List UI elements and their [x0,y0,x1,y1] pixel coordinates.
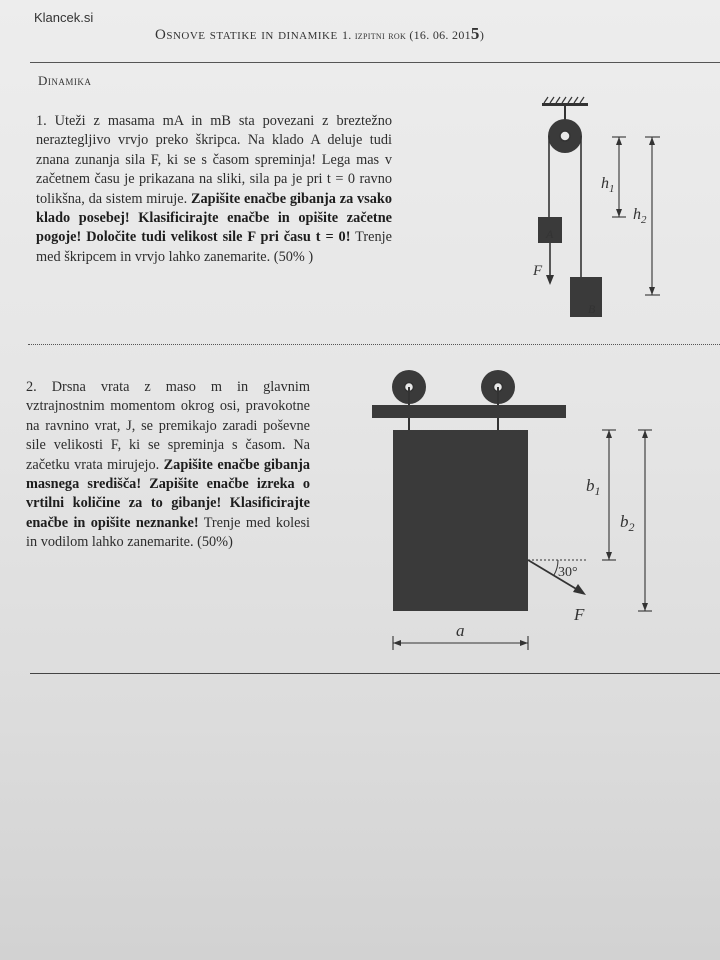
b2-label: $b_2$ [620,512,635,534]
h2-arrow-bottom [649,287,655,295]
b1-arrow-bottom [606,552,612,560]
b1-arrow-top [606,430,612,438]
b1-label: $b_1$ [586,476,601,498]
header-subtitle: 1. izpitni rok (16. 06. 201 [341,28,471,42]
h1-arrow-bottom [616,209,622,217]
problem-1-number: 1. [36,113,47,129]
h1-arrow-top [616,137,622,145]
force-label-2: F [574,605,585,624]
a-label: a [456,621,465,640]
problem-2-task: Zapišite enačbe gibanja masnega središča! Zapišite enačbe izreka o vrtilni količine za to gibanje! Klasificirajte enačbe in opišite neznanke! [26,456,310,531]
problem-2-statement: Drsna vrata z maso m in glavnim vztrajnostnim momentom okrog osi, pravokotne na ravnino vrat, J, se premikajo zaradi poševne sile velikosti F, ki se spreminja s časom. Na začetku vrata mirujejo. [26,379,310,473]
a-arrow-left [393,640,401,646]
door-panel [393,430,528,611]
h1-dimension [612,137,626,217]
page-header [155,24,484,44]
h2-label: $h_2$ [633,206,647,226]
h2-arrow-top [649,137,655,145]
problem-1-statement: Uteži z masama mA in mB sta povezani z breztežno neraztegljivo vrvjo preko škripca. Na klado A deluje tudi znana zunanja sila F, ki se s časom spreminja! Lega mas v začetnem času je prikazana na sliki, sila pa je pri t = 0 ravno tolikšna, da sistem miruje. [36,113,393,207]
problem-2-number: 2. [26,379,37,395]
sliding-door-diagram [360,360,660,660]
section-title: Dinamika [38,73,92,88]
site-watermark: Klancek.si [34,10,94,25]
problem-1-task: Zapišite enačbe gibanja za vsako klado posebej! Klasificirajte enačbe in opišite začetne pogoje! Določite tudi velikost sile F pri času t = 0! [36,190,392,246]
mass-b-block [570,277,602,317]
b1-dimension [602,430,616,560]
mass-b-label: B [588,302,596,316]
ceiling-hatching [544,97,584,103]
header-title: Osnove statike in dinamike [155,27,338,43]
header-close-paren: ) [479,28,485,42]
h1-label: $h_1$ [601,175,615,195]
mass-a-label: A [546,227,554,241]
pulley-axle [560,131,570,141]
problem-1-text [36,112,392,267]
problem-2-text [26,378,310,553]
force-label-1: F [533,263,543,279]
force-arrow-head [546,275,554,285]
b2-arrow-bottom [642,603,648,611]
header-year-digit: 5 [470,24,480,43]
b2-arrow-top [642,430,648,438]
guide-rail [372,405,566,418]
header-rule [30,62,720,63]
pulley-diagram [520,95,670,325]
bottom-rule [30,673,720,674]
force-arrow-head-2 [573,584,586,595]
problem-2-note: Trenje med kolesi in vodilom lahko zanemarite. (50%) [26,514,310,551]
problem-1-note: Trenje med škripcem in vrvjo lahko zanemarite. (50% ) [36,229,392,265]
h2-dimension [645,137,660,295]
b2-dimension [638,430,652,611]
ceiling-line [542,103,588,106]
angle-label: 30° [558,565,578,580]
a-arrow-right [520,640,528,646]
problem-separator [28,344,720,345]
